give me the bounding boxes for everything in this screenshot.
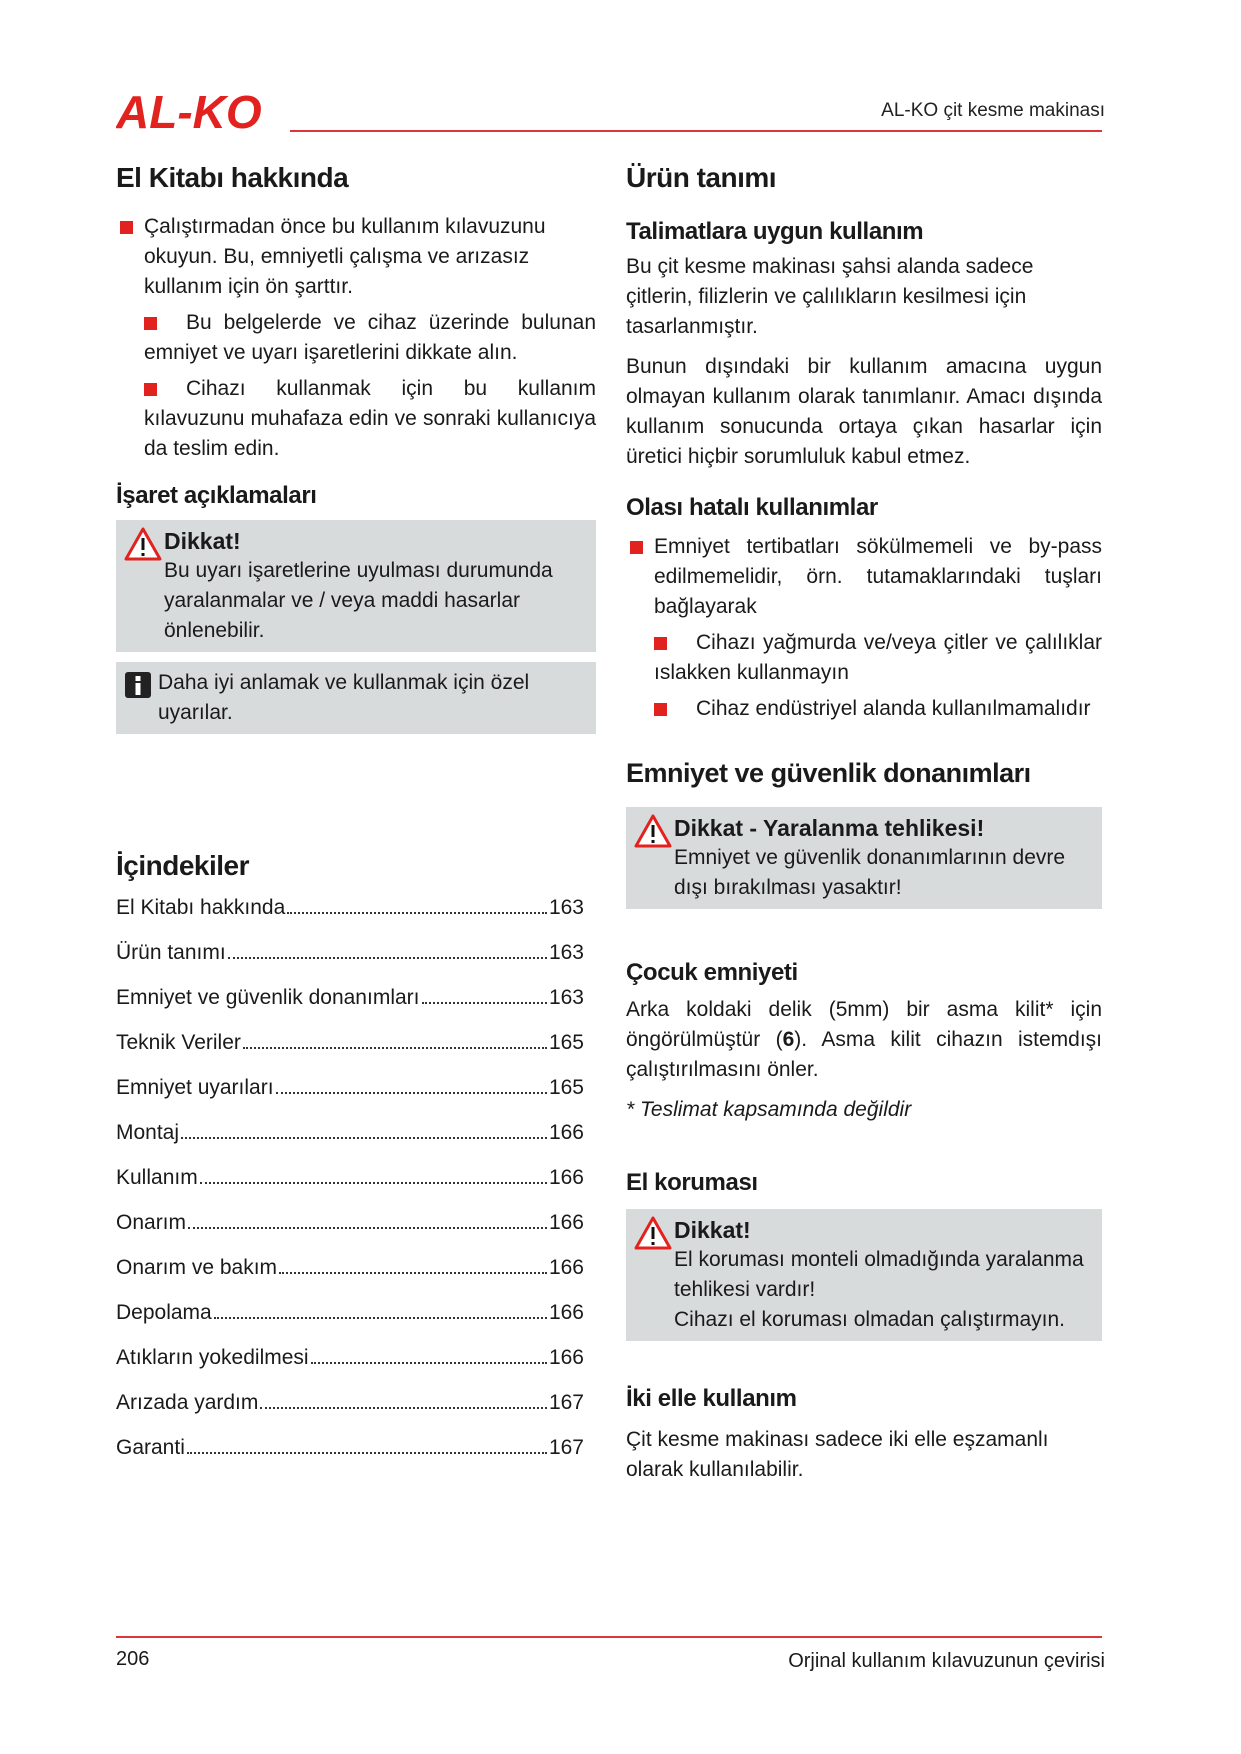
child-safety-note: * Teslimat kapsamında değildir <box>626 1098 912 1121</box>
product-heading: Ürün tanımı <box>626 162 777 193</box>
warning-triangle-icon <box>634 1215 674 1335</box>
safety-warning-note <box>626 807 1102 909</box>
toc-row[interactable]: Teknik Veriler 165 <box>116 1031 584 1054</box>
header-title: AL-KO çit kesme makinası <box>881 100 1105 121</box>
logo-text: AL-KO <box>116 88 262 134</box>
red-bullet-icon <box>630 541 643 554</box>
info-icon <box>124 668 158 728</box>
safety-heading: Emniyet ve güvenlik donanımları <box>626 758 1031 788</box>
intended-use-heading: Talimatlara uygun kullanım <box>626 218 924 245</box>
two-hand-heading: İki elle kullanım <box>626 1385 797 1412</box>
right-column <box>626 162 1102 1485</box>
red-bullet-icon <box>144 317 157 330</box>
hand-guard-heading: El koruması <box>626 1169 758 1196</box>
toc-row[interactable]: Emniyet ve güvenlik donanımları 163 <box>116 986 584 1009</box>
warning-note <box>116 520 596 652</box>
red-bullet-icon <box>654 637 667 650</box>
toc <box>116 850 584 1481</box>
about-heading: El Kitabı hakkında <box>116 162 349 193</box>
toc-row[interactable]: Onarım ve bakım 166 <box>116 1256 584 1279</box>
header-rule <box>290 130 1102 132</box>
toc-row[interactable]: Arızada yardım 167 <box>116 1391 584 1414</box>
misuse-sub-item-1: Cihazı yağmurda ve/veya çitler ve çalılıklar ıslakken kullanmayın <box>654 631 1102 684</box>
toc-row[interactable]: Depolama 166 <box>116 1301 584 1324</box>
hand-guard-warning-text-2: Cihazı el koruması olmadan çalıştırmayın. <box>674 1308 1065 1331</box>
warning-title: Dikkat! <box>164 528 241 554</box>
hand-guard-warning-title: Dikkat! <box>674 1217 751 1243</box>
intended-use-text-1: Bu çit kesme makinası şahsi alanda sadece çitlerin, filizlerin ve çalılıkların kesilmesi için tasarlanmıştır. <box>626 255 1034 338</box>
child-safety-text: Arka koldaki delik (5mm) bir asma kilit* için öngörülmüştür (6). Asma kilit cihazın istemdışı çalıştırılmasını önler. <box>626 998 1103 1081</box>
warning-triangle-icon <box>124 526 164 646</box>
red-bullet-icon <box>144 383 157 396</box>
toc-row[interactable]: Ürün tanımı 163 <box>116 941 584 964</box>
about-sub-item-2: Cihazı kullanmak için bu kullanım kılavuzunu muhafaza edin ve sonraki kullanıcıya da teslim edin. <box>144 377 596 460</box>
red-bullet-icon <box>654 703 667 716</box>
info-note <box>116 662 596 734</box>
safety-warning-text: Emniyet ve güvenlik donanımlarının devre dışı bırakılması yasaktır! <box>674 846 1066 899</box>
toc-row[interactable]: Garanti 167 <box>116 1436 584 1459</box>
footer-text: Orjinal kullanım kılavuzunun çevirisi <box>788 1650 1105 1672</box>
about-bullet: Çalıştırmadan önce bu kullanım kılavuzunu okuyun. Bu, emniyetli çalışma ve arızasız kullanım için ön şarttır. <box>116 212 596 302</box>
toc-heading: İçindekiler <box>116 850 250 881</box>
footer-rule <box>116 1636 1102 1638</box>
about-sub-item-1: Bu belgelerde ve cihaz üzerinde bulunan emniyet ve uyarı işaretlerini dikkate alın. <box>144 311 596 364</box>
hand-guard-warning-note <box>626 1209 1102 1341</box>
info-text: Daha iyi anlamak ve kullanmak için özel uyarılar. <box>158 671 530 724</box>
intended-use-text-2: Bunun dışındaki bir kullanım amacına uygun olmayan kullanım olarak tanımlanır. Amacı dışında kullanım sonucunda ortaya çıkan hasarlar için üretici hiçbir sorumluluk kabul etmez. <box>626 355 1102 468</box>
alko-logo <box>116 88 286 134</box>
toc-row[interactable]: El Kitabı hakkında 163 <box>116 896 584 919</box>
toc-row[interactable]: Emniyet uyarıları 165 <box>116 1076 584 1099</box>
misuse-bullet: Emniyet tertibatları sökülmemeli ve by-pass edilmemelidir, örn. tutamaklarındaki tuşları bağlayarak <box>626 532 1102 622</box>
child-safety-heading: Çocuk emniyeti <box>626 959 798 986</box>
misuse-sub-item-2: Cihaz endüstriyel alanda kullanılmamalıdır <box>654 694 1102 724</box>
left-column <box>116 162 596 734</box>
warning-text: Bu uyarı işaretlerine uyulması durumunda yaralanmalar ve / veya maddi hasarlar önlenebilir. <box>164 559 553 642</box>
misuse-heading: Olası hatalı kullanımlar <box>626 494 878 521</box>
safety-warning-title: Dikkat - Yaralanma tehlikesi! <box>674 815 985 841</box>
toc-row[interactable]: Montaj 166 <box>116 1121 584 1144</box>
toc-row[interactable]: Atıkların yokedilmesi 166 <box>116 1346 584 1369</box>
red-bullet-icon <box>120 221 133 234</box>
signs-heading: İşaret açıklamaları <box>116 482 317 509</box>
toc-row[interactable]: Kullanım 166 <box>116 1166 584 1189</box>
toc-row[interactable]: Onarım 166 <box>116 1211 584 1234</box>
two-hand-text: Çit kesme makinası sadece iki elle eşzamanlı olarak kullanılabilir. <box>626 1428 1049 1481</box>
warning-triangle-icon <box>634 813 674 903</box>
page-number: 206 <box>116 1648 150 1670</box>
hand-guard-warning-text-1: El koruması monteli olmadığında yaralanma tehlikesi vardır! <box>674 1248 1084 1301</box>
